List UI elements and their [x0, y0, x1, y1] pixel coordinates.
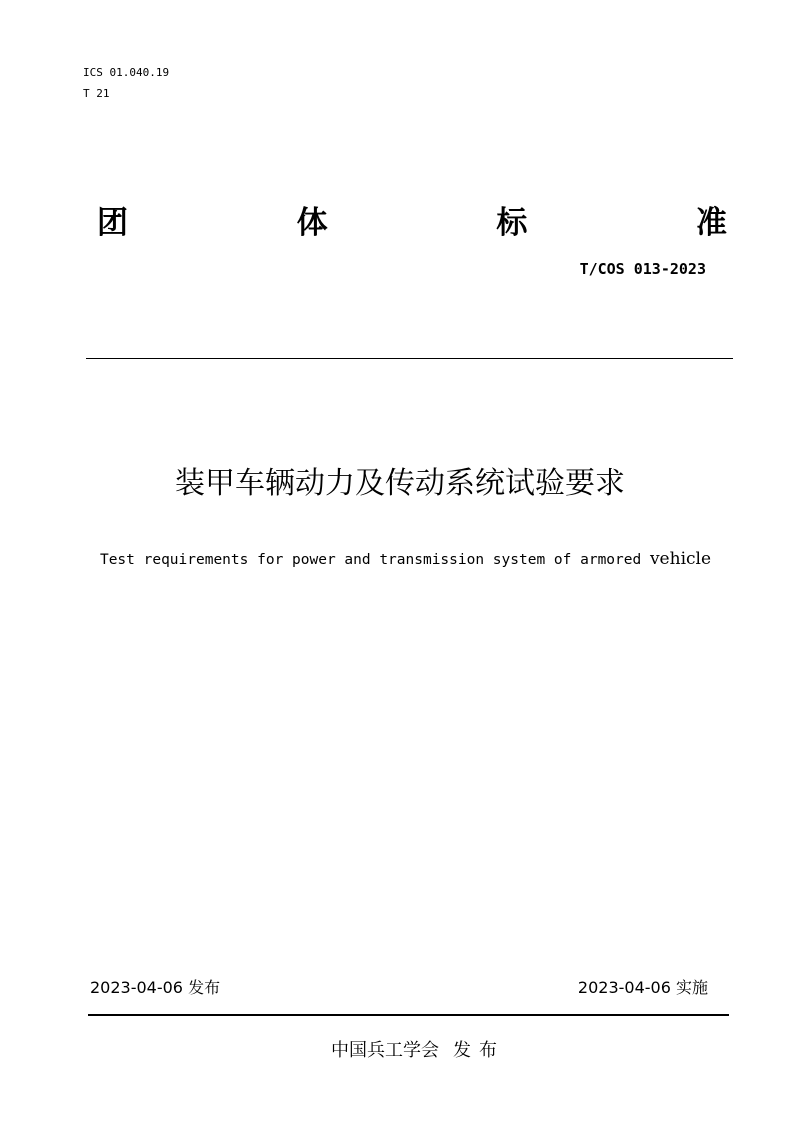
title-english-main: Test requirements for power and transmission system of armored — [99, 552, 650, 568]
publisher-line — [0, 1038, 800, 1064]
issue-date: 2023-04-06 发布 — [90, 978, 221, 997]
standard-type-char: 团 — [97, 205, 128, 241]
standard-number: T/COS 013-2023 — [579, 260, 706, 278]
standard-type-heading — [97, 198, 727, 248]
standard-type-char: 准 — [695, 205, 727, 241]
publisher-name: 中国兵工学会 — [331, 1040, 439, 1061]
standard-type-char: 标 — [496, 205, 528, 241]
top-divider — [86, 358, 733, 359]
classification-code: T 21 — [83, 87, 110, 100]
title-english — [0, 547, 800, 572]
standard-type-char: 体 — [296, 205, 328, 241]
bottom-divider — [88, 1014, 729, 1016]
title-english-tail: vehicle — [649, 549, 712, 569]
title-chinese: 装甲车辆动力及传动系统试验要求 — [175, 466, 625, 501]
ics-code: ICS 01.040.19 — [83, 66, 170, 79]
implementation-date: 2023-04-06 实施 — [577, 978, 708, 997]
publish-action-char: 布 — [479, 1040, 497, 1061]
publish-action-char: 发 — [453, 1040, 471, 1061]
